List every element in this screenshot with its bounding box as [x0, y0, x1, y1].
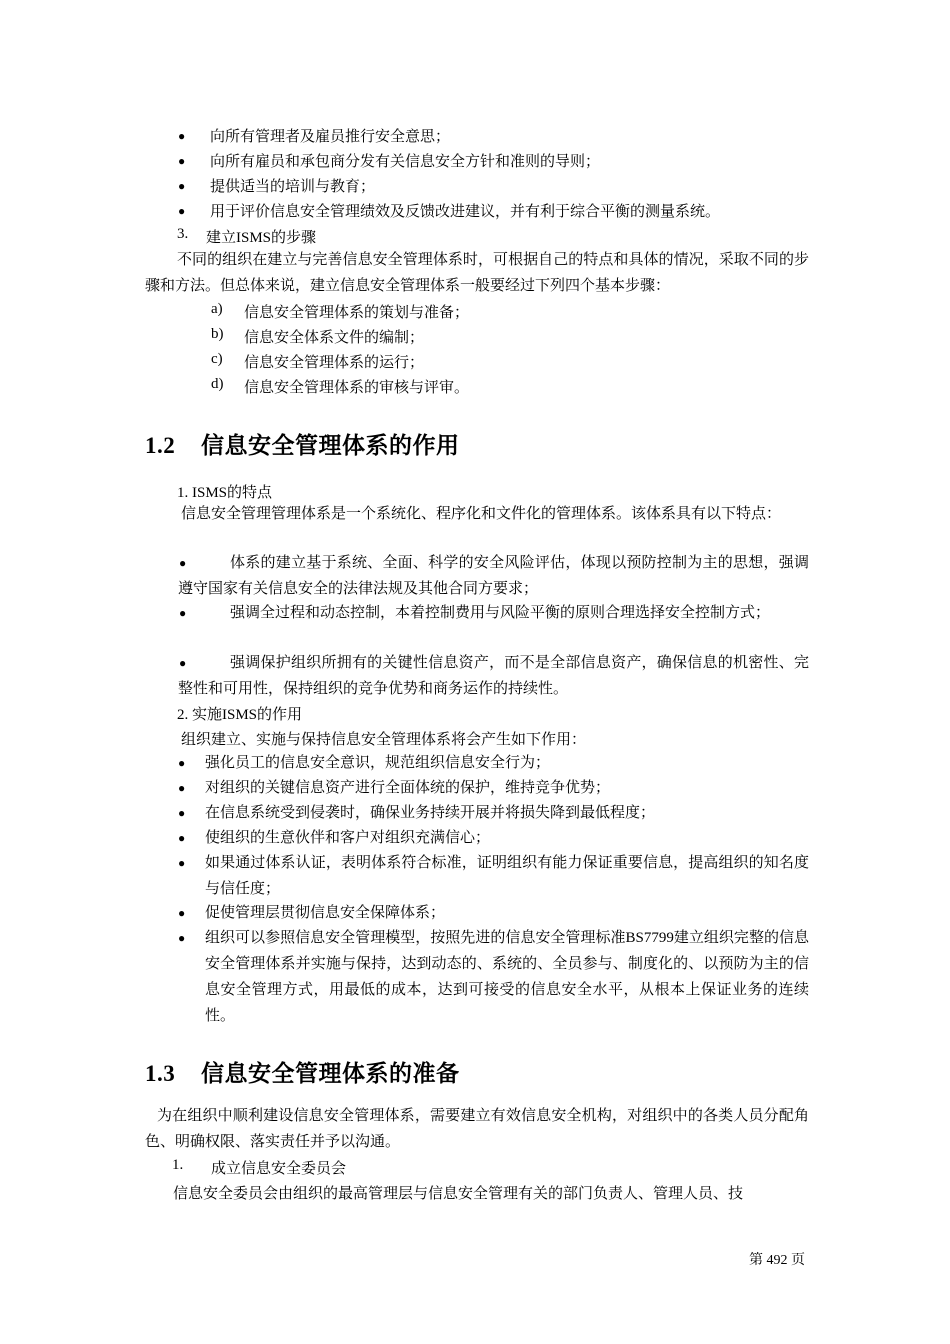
step-label: c) [211, 351, 223, 367]
bullet-icon: ● [179, 656, 187, 670]
effects-paragraph: 组织建立、实施与保持信息安全管理体系将会产生如下作用： [181, 732, 587, 748]
bullet-icon: ● [179, 556, 187, 570]
bullet-icon: ● [178, 179, 186, 193]
effect-item: 对组织的关键信息资产进行全面体统的保护，维持竞争优势； [205, 780, 611, 796]
bullet-icon: ● [178, 154, 186, 168]
step3-title: 建立ISMS的步骤 [206, 230, 317, 246]
bullet-icon: ● [178, 129, 186, 143]
committee-title: 成立信息安全委员会 [211, 1161, 347, 1177]
step-text: 信息安全体系文件的编制； [244, 330, 425, 346]
effect-item: 使组织的生意伙伴和客户对组织充满信心； [205, 830, 491, 846]
feature-item: 体系的建立基于系统、全面、科学的安全风险评估，体现以预防控制为主的思想，强调遵守国家有关信息安全的法律法规及其他合同方要求； [178, 555, 809, 597]
bullet-icon: ● [178, 906, 186, 920]
page-number: 第 492 页 [749, 1253, 805, 1268]
section-title: 信息安全管理体系的准备 [201, 1061, 460, 1086]
section-title: 信息安全管理体系的作用 [201, 433, 460, 458]
effect-item: 如果通过体系认证，表明体系符合标准，证明组织有能力保证重要信息，提高组织的知名度与信任度； [205, 855, 809, 897]
effect-item: 组织可以参照信息安全管理模型，按照先进的信息安全管理标准BS7799建立组织完整的信息安全管理体系并实施与保持，达到动态的、系统的、全员参与、制度化的、以预防为主的信息安全管理方式，用最低的成本，达到可接受的信息安全水平，从根本上保证业务的连续性。 [205, 930, 809, 1024]
bullet-icon: ● [178, 931, 186, 945]
section-heading-1-3 [145, 1055, 460, 1088]
intro-bullet-text: 用于评价信息安全管理绩效及反馈改进建议，并有利于综合平衡的测量系统。 [210, 204, 721, 220]
step-text: 信息安全管理体系的审核与评审。 [244, 380, 470, 396]
feature-item: 强调全过程和动态控制，本着控制费用与风险平衡的原则合理选择安全控制方式； [230, 605, 771, 621]
step3-paragraph: 不同的组织在建立与完善信息安全管理体系时，可根据自己的特点和具体的情况，采取不同的步骤和方法。但总体来说，建立信息安全管理体系一般要经过下列四个基本步骤： [145, 252, 809, 294]
step3-number: 3. [177, 226, 189, 242]
effects-heading: 2. 实施ISMS的作用 [177, 707, 303, 723]
bullet-icon: ● [178, 756, 186, 770]
bullet-icon: ● [179, 606, 187, 620]
effect-item: 促使管理层贯彻信息安全保障体系； [205, 905, 446, 921]
step-label: d) [211, 376, 224, 392]
committee-number: 1. [172, 1157, 184, 1173]
effect-item: 在信息系统受到侵袭时，确保业务持续开展并将损失降到最低程度； [205, 805, 656, 821]
intro-bullet-text: 提供适当的培训与教育； [210, 179, 376, 195]
bullet-icon: ● [178, 204, 186, 218]
prep-paragraph: 为在组织中顺利建设信息安全管理体系，需要建立有效信息安全机构，对组织中的各类人员分配角色、明确权限、落实责任并予以沟通。 [145, 1108, 809, 1150]
features-paragraph: 信息安全管理管理体系是一个系统化、程序化和文件化的管理体系。该体系具有以下特点： [181, 506, 782, 522]
bullet-icon: ● [178, 831, 186, 845]
step-label: a) [211, 301, 223, 317]
bullet-icon: ● [178, 856, 186, 870]
features-heading: 1. ISMS的特点 [177, 485, 273, 501]
step-text: 信息安全管理体系的策划与准备； [244, 305, 470, 321]
step-text: 信息安全管理体系的运行； [244, 355, 425, 371]
intro-bullet-text: 向所有雇员和承包商分发有关信息安全方针和准则的导则； [210, 154, 601, 170]
feature-item: 强调保护组织所拥有的关键性信息资产，而不是全部信息资产，确保信息的机密性、完整性和可用性，保持组织的竞争优势和商务运作的持续性。 [178, 655, 809, 697]
section-number: 1.2 [145, 433, 176, 458]
bullet-icon: ● [178, 806, 186, 820]
effect-item: 强化员工的信息安全意识，规范组织信息安全行为； [205, 755, 551, 771]
section-number: 1.3 [145, 1061, 176, 1086]
step-label: b) [211, 326, 224, 342]
committee-paragraph: 信息安全委员会由组织的最高管理层与信息安全管理有关的部门负责人、管理人员、技 [173, 1186, 744, 1202]
intro-bullet-text: 向所有管理者及雇员推行安全意思； [210, 129, 451, 145]
section-heading-1-2 [145, 427, 460, 460]
bullet-icon: ● [178, 781, 186, 795]
